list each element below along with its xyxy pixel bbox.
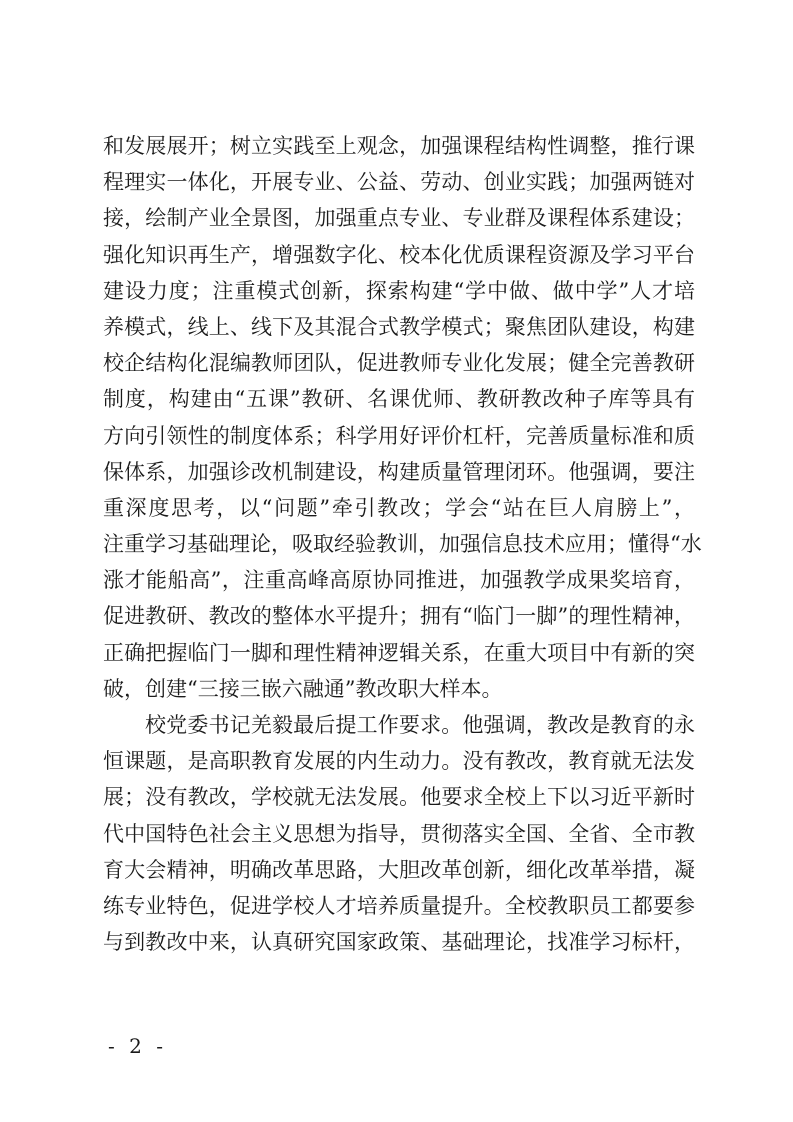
text-line: 建设力度；注重模式创新，探索构建“学中做、做中学”人才培 xyxy=(103,278,695,303)
text-line: 制度，构建由“五课”教研、名课优师、教研教改种子库等具有 xyxy=(103,387,695,412)
text-line: 恒课题，是高职教育发展的内生动力。没有教改，教育就无法发 xyxy=(103,749,695,774)
text-line: 与到教改中来，认真研究国家政策、基础理论，找准学习标杆， xyxy=(103,930,695,955)
page-number: - 2 - xyxy=(108,1034,167,1058)
text-line: 和发展展开；树立实践至上观念，加强课程结构性调整，推行课 xyxy=(103,134,695,158)
text-line: 育大会精神，明确改革思路，大胆改革创新，细化改革举措，凝 xyxy=(103,857,695,882)
text-line: 代中国特色社会主义思想为指导，贯彻落实全国、全省、全市教 xyxy=(103,821,695,846)
text-line: 校企结构化混编教师团队，促进教师专业化发展；健全完善教研 xyxy=(103,351,695,376)
text-line: 破，创建“三接三嵌六融通”教改职大样本。 xyxy=(103,676,503,701)
text-line: 正确把握临门一脚和理性精神逻辑关系，在重大项目中有新的突 xyxy=(103,640,695,665)
text-line: 强化知识再生产，增强数字化、校本化优质课程资源及学习平台 xyxy=(103,242,695,267)
text-line: 涨才能船高”，注重高峰高原协同推进，加强教学成果奖培育， xyxy=(103,568,695,593)
text-line: 保体系，加强诊改机制建设，构建质量管理闭环。他强调，要注 xyxy=(103,459,695,484)
text-line: 注重学习基础理论，吸取经验教训，加强信息技术应用；懂得“水 xyxy=(103,532,702,557)
text-line: 展；没有教改，学校就无法发展。他要求全校上下以习近平新时 xyxy=(103,785,695,810)
text-line: 养模式，线上、线下及其混合式教学模式；聚焦团队建设，构建 xyxy=(103,314,695,339)
text-line: 接，绘制产业全景图，加强重点专业、专业群及课程体系建设； xyxy=(103,206,695,231)
text-line: 方向引领性的制度体系；科学用好评价杠杆，完善质量标准和质 xyxy=(103,423,695,448)
body-text xyxy=(103,128,702,960)
text-line: 程理实一体化，开展专业、公益、劳动、创业实践；加强两链对 xyxy=(103,170,695,195)
paragraph-first-line: 校党委书记羌毅最后提工作要求。他强调，教改是教育的永 xyxy=(145,713,695,737)
text-line: 练专业特色，促进学校人才培养质量提升。全校教职员工都要参 xyxy=(103,893,695,918)
text-line: 重深度思考，以“问题”牵引教改；学会“站在巨人肩膀上”， xyxy=(103,495,695,520)
text-line: 促进教研、教改的整体水平提升；拥有“临门一脚”的理性精神， xyxy=(103,604,695,629)
